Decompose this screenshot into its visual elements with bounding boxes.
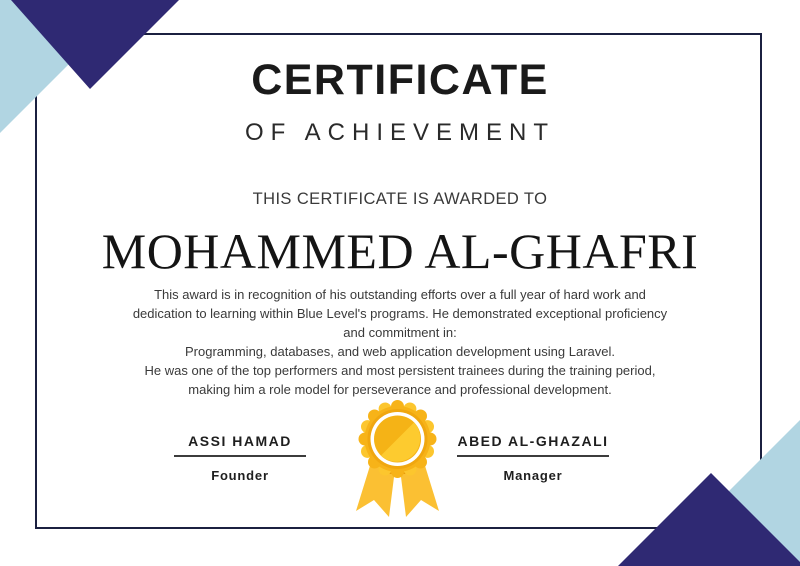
signature-name: ASSI HAMAD — [188, 433, 292, 449]
awarded-to-label: THIS CERTIFICATE IS AWARDED TO — [252, 190, 548, 208]
description-line: Programming, databases, and web application development using Laravel. — [185, 344, 615, 359]
description-line: This award is in recognition of his outstanding efforts over a full year of hard work and — [154, 287, 646, 302]
signature-block-founder — [150, 433, 330, 483]
description-line: He was one of the top performers and most persistent trainees during the training period, — [144, 363, 656, 378]
signature-block-manager — [438, 433, 628, 483]
award-description — [0, 285, 800, 399]
signature-line — [174, 455, 306, 457]
signature-name: ABED AL-GHAZALI — [457, 433, 609, 449]
description-line: making him a role model for perseverance and professional development. — [188, 382, 612, 397]
certificate-subtitle: OF ACHIEVEMENT — [244, 119, 556, 146]
gold-rosette-ribbon-icon — [350, 398, 447, 520]
recipient-name: MOHAMMED AL-GHAFRI — [101, 223, 699, 279]
signature-role: Manager — [503, 468, 563, 483]
signature-line — [457, 455, 609, 457]
description-line: dedication to learning within Blue Level's programs. He demonstrated exceptional proficiency — [132, 306, 668, 321]
signature-role: Founder — [211, 468, 269, 483]
description-line: and commitment in: — [343, 325, 457, 340]
certificate-title: CERTIFICATE — [251, 56, 549, 104]
